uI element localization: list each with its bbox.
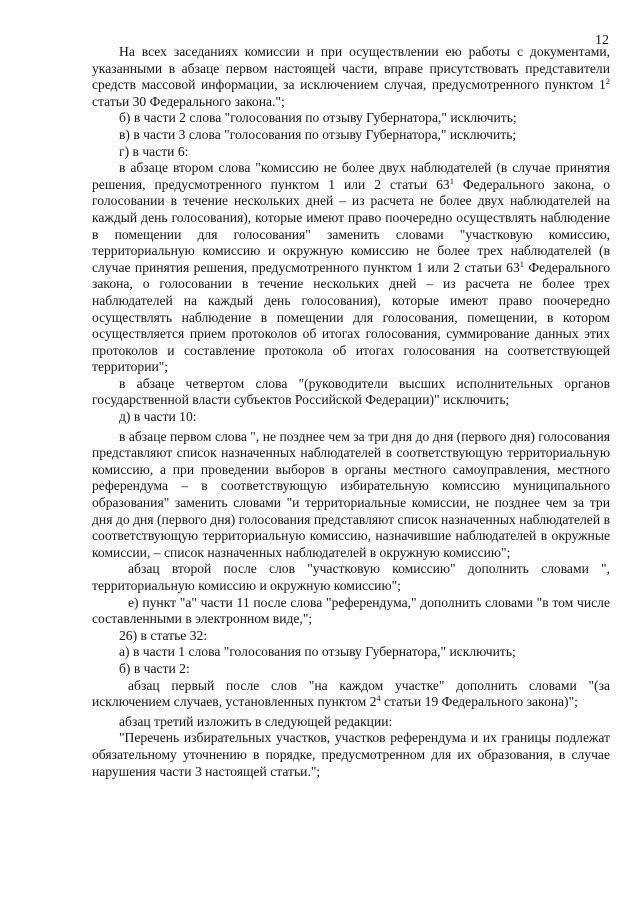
paragraph-fourth-abzac: в абзаце четвертом слова "(руководители высших исполнительных органов государственной власти субъектов Российской Федерации)" исключить; bbox=[92, 375, 610, 408]
paragraph-media-presence: На всех заседаниях комиссии и при осуществлении ею работы с документами, указанными в абзаце первом настоящей части, вправе присутствовать представители средств массовой информации, за исключением случая, предусмотренного пунктом $1^2$ статьи 30 Федерального закона."; bbox=[92, 44, 610, 109]
paragraph-first-abzac-supplement: абзац первый после слов "на каждом участке" дополнить словами "(за исключением случаев, установленных пунктом $2^4$ статьи 19 Федерального закона)"; bbox=[92, 677, 610, 710]
paragraph-second-abzac-part-10: абзац второй после слов "участковую комиссию" дополнить словами ", территориальную комиссию и окружную комиссию"; bbox=[92, 561, 610, 593]
paragraph-item-e-part-11: е) пункт "а" части 11 после слова "референдума," дополнить словами "в том числе составленными в электронном виде,"; bbox=[92, 594, 610, 627]
paragraph-item-g-part-6: г) в части 6: bbox=[119, 143, 189, 159]
paragraph-item-b-part-2: б) в части 2 слова "голосования по отзыву Губернатора," исключить; bbox=[119, 110, 517, 126]
paragraph-article-32-part-1: а) в части 1 слова "голосования по отзыву Губернатора," исключить; bbox=[119, 644, 516, 660]
paragraph-first-abzac-part-10: в абзаце первом слова ", не позднее чем за три дня до дня (первого дня) голосования представляют список назначенных наблюдателей в соответствующую территориальную комиссию, а при проведении выборов в органы местного самоуправления, местного референдума – в соответствующую избирательную комиссию муниципального образования" заменить словами "и территориальные комиссии, не позднее чем за три дня до дня (первого дня) голосования представляют список назначенных наблюдателей в соответствующую территориальную комиссию, назначившие наблюдателей в окружные комиссии, – список назначенных наблюдателей в окружную комиссию"; bbox=[92, 428, 610, 560]
paragraph-quoted-new-text: "Перечень избирательных участков, участков референдума и их границы подлежат обязательному уточнению в порядке, предусмотренном для их образования, в случае нарушения части 3 настоящей статьи."; bbox=[92, 730, 610, 779]
document-body bbox=[92, 44, 610, 780]
paragraph-item-v-part-3: в) в части 3 слова "голосования по отзыву Губернатора," исключить; bbox=[119, 126, 517, 142]
paragraph-item-d-part-10: д) в части 10: bbox=[119, 409, 197, 425]
page-number: 12 bbox=[595, 33, 609, 48]
paragraph-third-abzac-new-edition: абзац третий изложить в следующей редакции: bbox=[119, 713, 393, 729]
paragraph-article-32: 26) в статье 32: bbox=[119, 627, 208, 643]
paragraph-observers-replacement: в абзаце втором слова "комиссию не более двух наблюдателей (в случае принятия решения, предусмотренного пунктом 1 или 2 статьи $63^1$ Федерального закона, о голосовании в течение нескольких дней – из расчета не более двух наблюдателей на каждый день голосования), которые имеют право поочередно осуществлять наблюдение в помещении для голосования" заменить словами "участковую комиссию, территориальную комиссию и окружную комиссию не более трех наблюдателей (в случае принятия решения, предусмотренного пунктом 1 или 2 статьи $63^1$ Федерального закона, о голосовании в течение нескольких дней – из расчета не более трех наблюдателей на каждый день голосования), которые имеют право поочередно осуществлять наблюдение в помещении для голосования, помещении, в котором осуществляется прием протоколов об итогах голосования, суммирование данных этих протоколов и составление протокола об итогах голосования на соответствующей территории"; bbox=[92, 160, 610, 375]
paragraph-article-32-part-2: б) в части 2: bbox=[119, 660, 190, 676]
